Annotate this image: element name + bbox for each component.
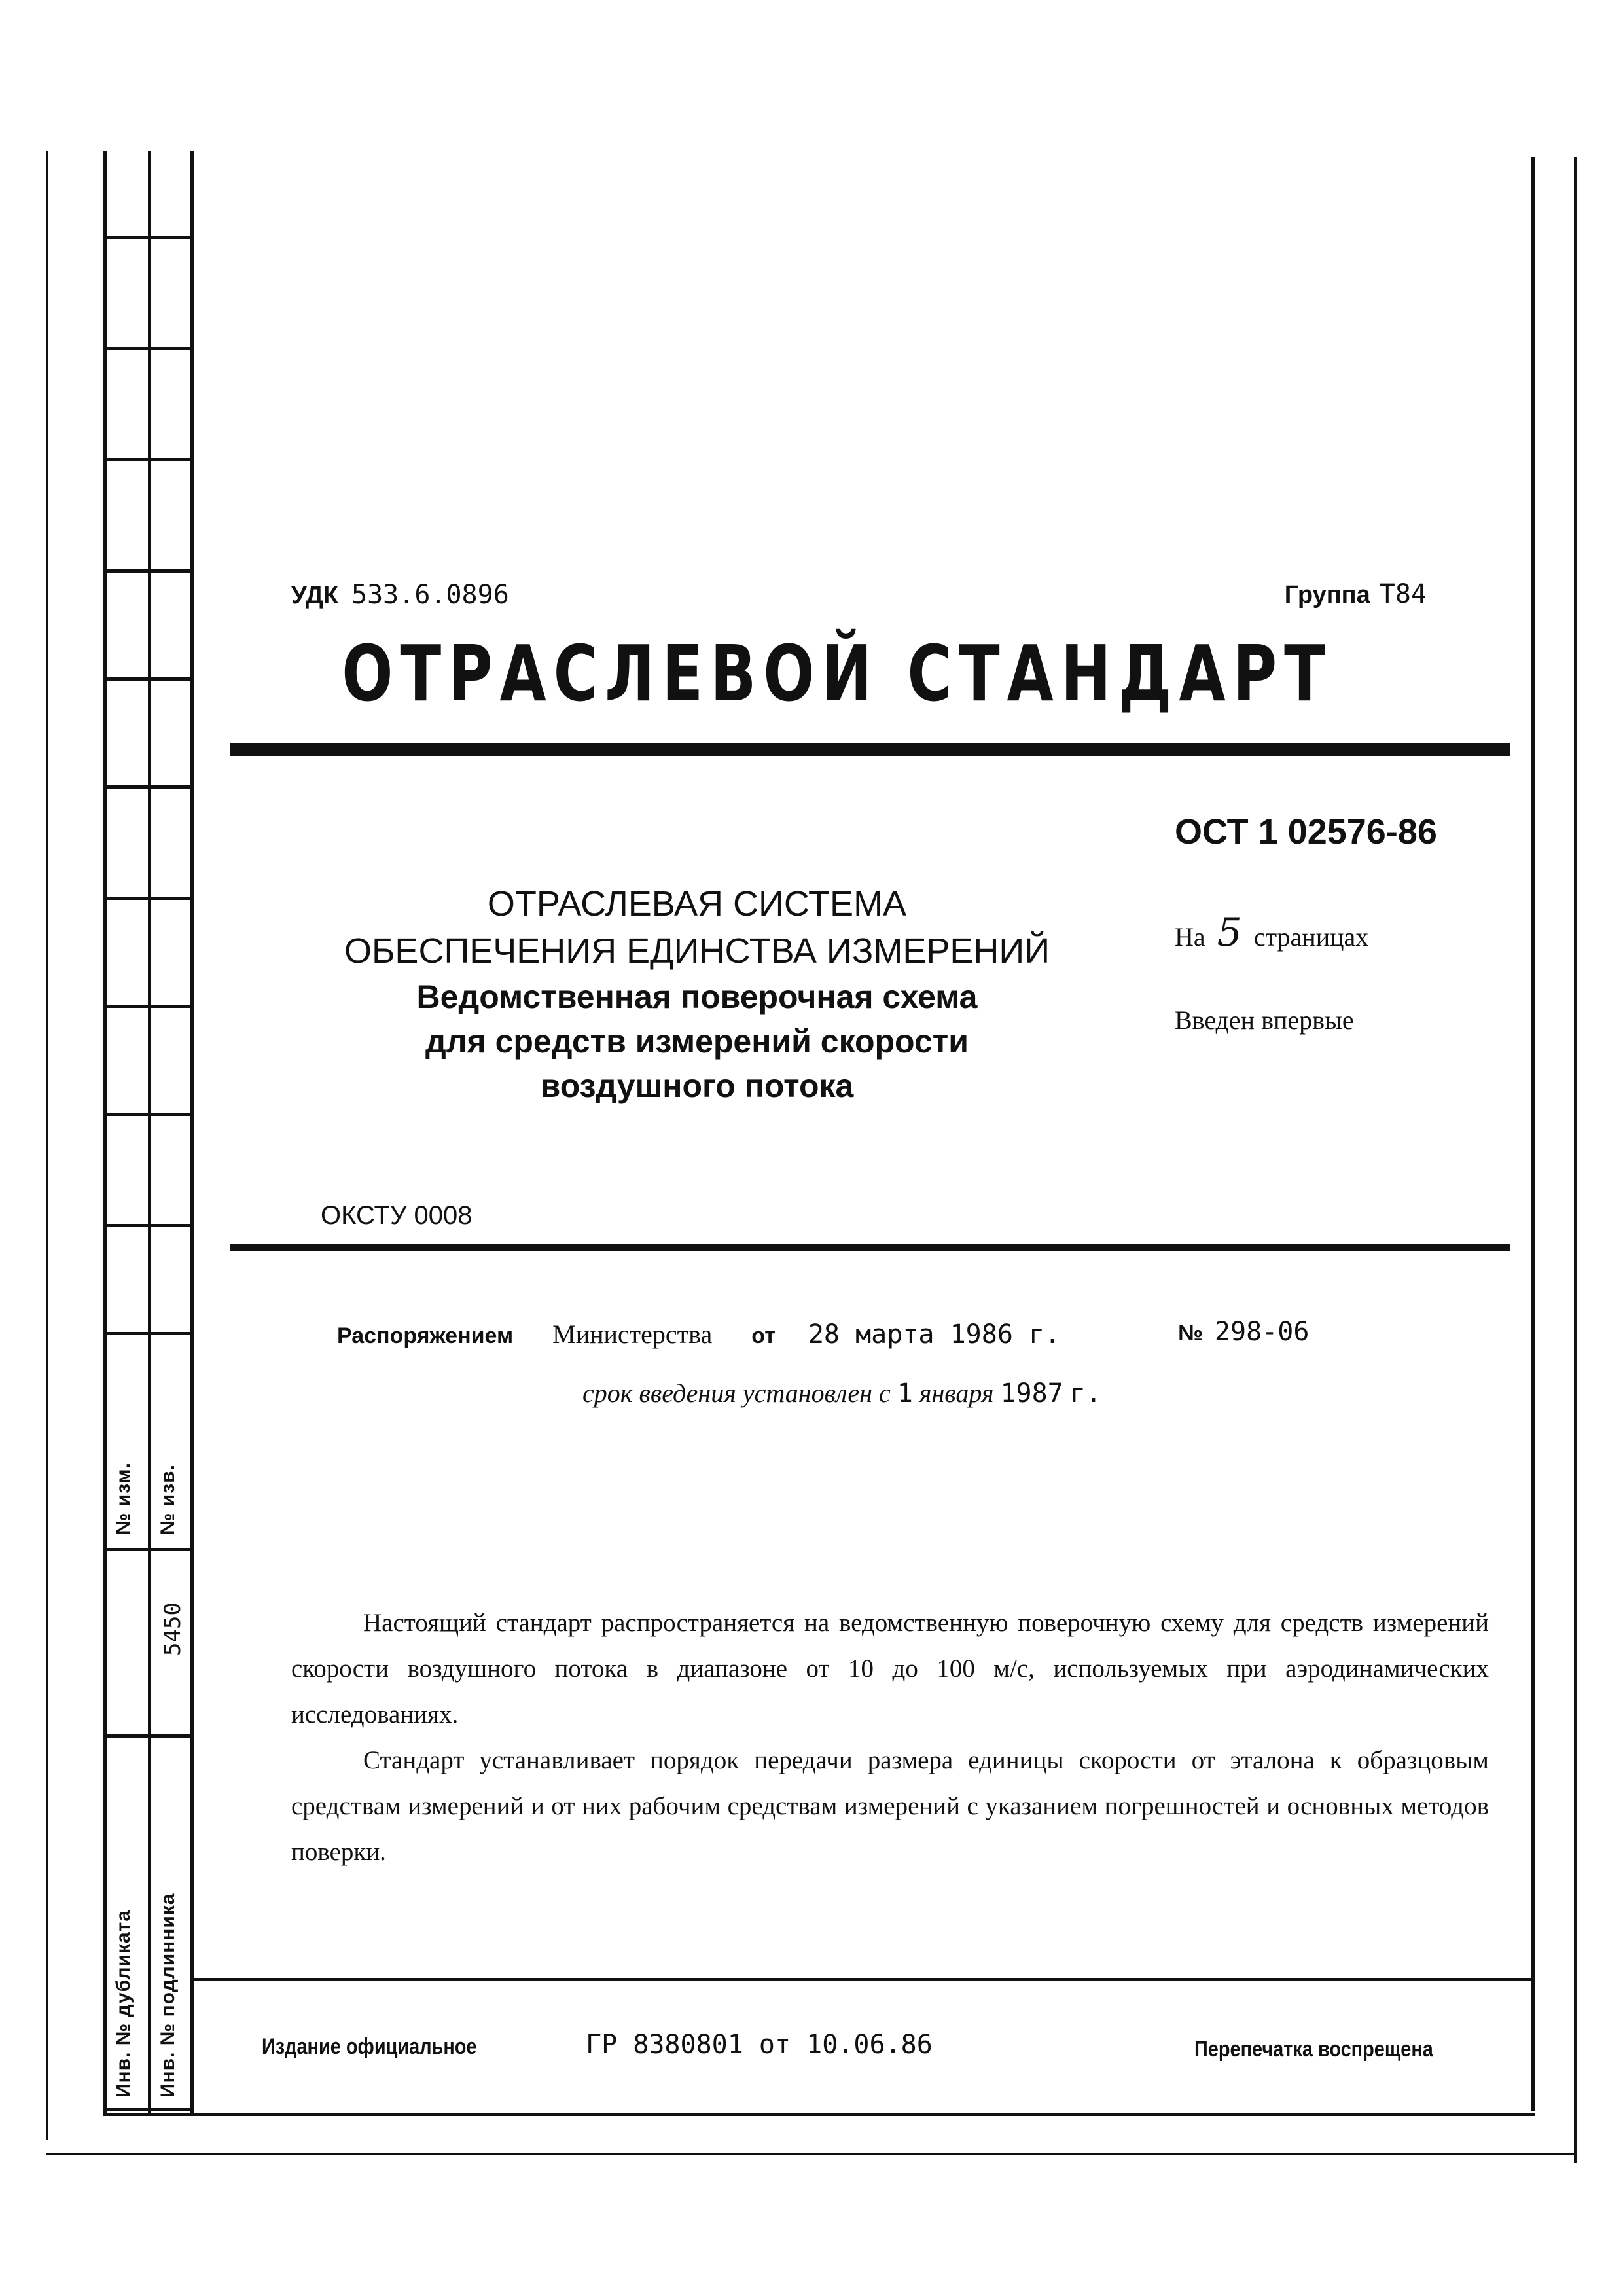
- introduced-note: Введен впервые: [1175, 1005, 1354, 1035]
- body-paragraph-2: Стандарт устанавливает порядок передачи размера единицы скорости от эталона к образцовым средствам измерений и от них рабочим средствам измерений с указанием погрешностей и основных методов поверки.: [291, 1746, 1489, 1866]
- strip-cell-divider: [103, 2108, 194, 2111]
- strip-cell-divider: [103, 236, 194, 239]
- pages-count-line: [1175, 910, 1368, 956]
- strip-cell-divider: [103, 897, 194, 900]
- strip-line-middle: [148, 151, 151, 2114]
- order-line: [337, 1319, 1060, 1350]
- frame-bottom-outer-edge: [46, 2153, 1577, 2155]
- okstu-code: ОКСТУ 0008: [321, 1201, 473, 1230]
- strip-cell-divider: [103, 1548, 194, 1551]
- strip-line-inner: [190, 151, 194, 2114]
- strip-cell-divider: [103, 785, 194, 789]
- body-text: [291, 1600, 1489, 1875]
- deadline-text: срок введения установлен с: [582, 1378, 891, 1408]
- group-label: Группа: [1284, 581, 1370, 609]
- strip-cell-divider: [103, 1113, 194, 1116]
- margin-registration-strip: [103, 151, 194, 2121]
- strip-label-inv-podl: Инв. № подлинника: [157, 1893, 179, 2098]
- order-number-label: №: [1178, 1321, 1203, 1346]
- standard-code: ОСТ 1 02576-86: [1175, 812, 1437, 852]
- strip-cell-divider: [103, 1005, 194, 1008]
- udk-line: [291, 579, 509, 610]
- title-line-3: Ведомственная поверочная схема: [416, 978, 978, 1015]
- strip-cell-divider: [103, 1332, 194, 1335]
- udk-label: УДК: [291, 582, 338, 609]
- strip-cell-divider: [103, 347, 194, 350]
- pages-prefix: На: [1175, 922, 1205, 952]
- title-line-5: воздушного потока: [540, 1067, 854, 1104]
- strip-label-inv-dubl: Инв. № дубликата: [113, 1909, 134, 2098]
- strip-label-no-izm: № изм.: [113, 1462, 134, 1535]
- pages-suffix: страницах: [1253, 922, 1369, 952]
- footer-rule: [194, 1978, 1534, 1981]
- title-line-4: для средств измерений скорости: [425, 1023, 969, 1060]
- footer-reprint: Перепечатка воспрещена: [1194, 2037, 1433, 2062]
- order-label: Распоряжением: [337, 1323, 514, 1348]
- frame-right-outer-edge: [1574, 157, 1577, 2163]
- order-from: от: [751, 1323, 776, 1348]
- frame-right-edge: [1531, 157, 1535, 2111]
- pages-count-handwritten: 5: [1217, 910, 1242, 956]
- group-value: T84: [1379, 579, 1427, 609]
- strip-cell-divider: [103, 1224, 194, 1227]
- strip-cell-divider: [103, 1734, 194, 1738]
- title-line-2: ОБЕСПЕЧЕНИЯ ЕДИНСТВА ИЗМЕРЕНИЙ: [344, 931, 1050, 971]
- order-number-value: 298-06: [1214, 1317, 1310, 1347]
- frame-left-edge: [46, 151, 48, 2140]
- order-number: [1178, 1317, 1309, 1347]
- body-paragraph-1: Настоящий стандарт распространяется на ведомственную поверочную схему для средств измерений скорости воздушного потока в диапазоне от 10 до 100 м/с, используемых при аэродинамических исследованиях.: [291, 1609, 1489, 1729]
- standard-title-block: [308, 880, 1086, 1108]
- deadline-line: [582, 1378, 1101, 1408]
- strip-line-outer: [103, 151, 107, 2114]
- order-ministry: Министерства: [552, 1319, 713, 1349]
- footer-gr: ГР 8380801 от 10.06.86: [586, 2030, 933, 2060]
- strip-label-no-izv: № изв.: [157, 1464, 179, 1535]
- header-thick-rule: [230, 743, 1510, 756]
- title-line-1: ОТРАСЛЕВАЯ СИСТЕМА: [487, 884, 907, 924]
- main-title: ОТРАСЛЕВОЙ СТАНДАРТ: [342, 628, 1332, 719]
- okstu-thick-rule: [230, 1244, 1510, 1251]
- deadline-year: 1987: [1000, 1378, 1063, 1408]
- deadline-month: января: [919, 1378, 994, 1408]
- frame-bottom-edge: [103, 2113, 1535, 2116]
- footer-edition: Издание официальное: [262, 2034, 477, 2059]
- order-date: 28 марта 1986 г.: [808, 1319, 1061, 1350]
- strip-cell-divider: [103, 458, 194, 461]
- deadline-suffix: г.: [1069, 1378, 1101, 1408]
- udk-value: 533.6.0896: [351, 580, 509, 610]
- footer-registration: [586, 2029, 933, 2060]
- group-line: [1285, 579, 1427, 609]
- strip-inv-podl-value: 5450: [160, 1602, 186, 1656]
- deadline-day: 1: [897, 1378, 913, 1408]
- strip-cell-divider: [103, 569, 194, 573]
